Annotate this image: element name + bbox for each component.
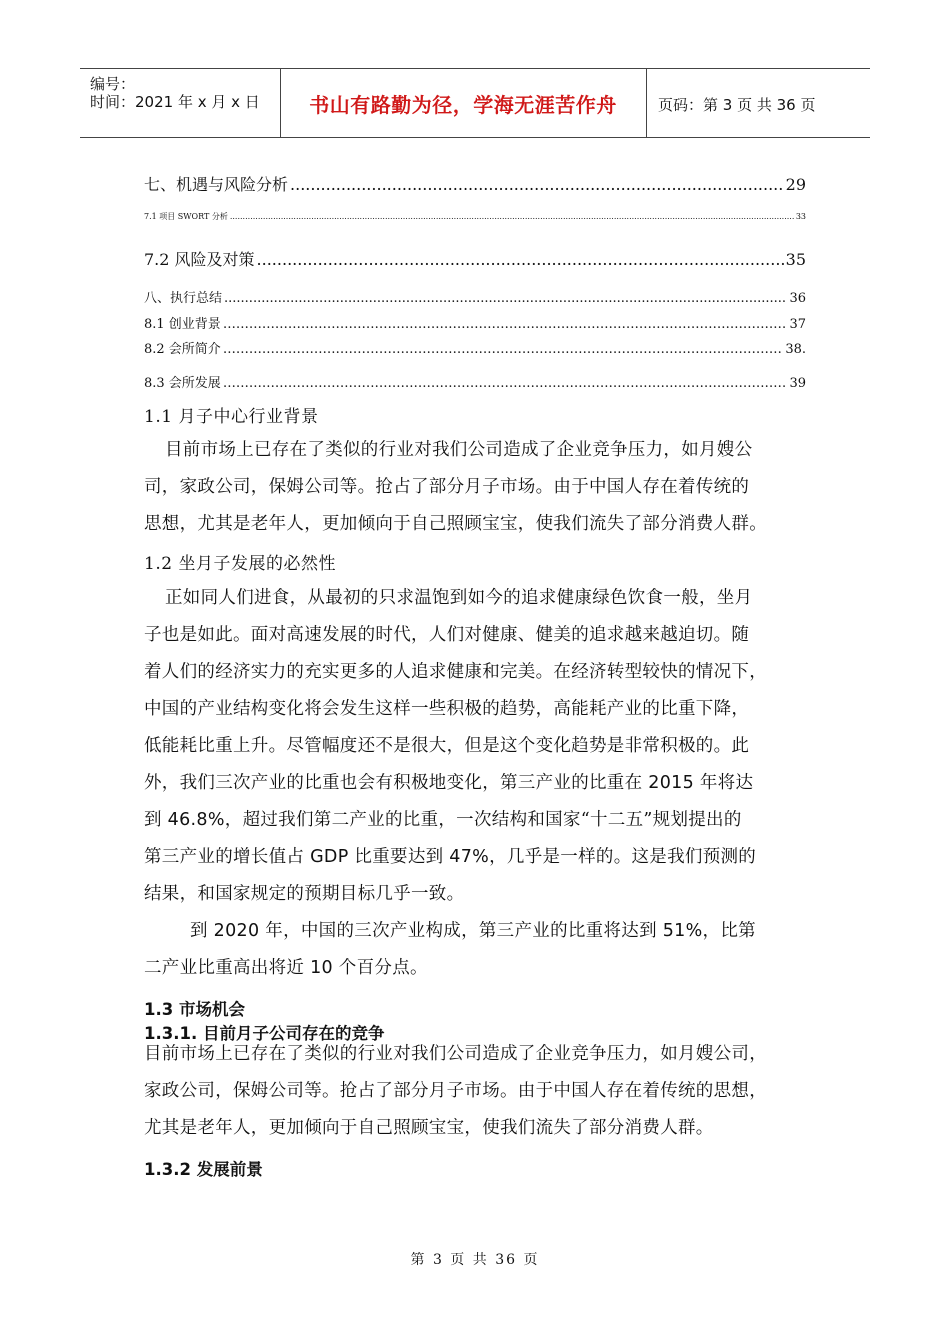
- subsection-heading: 1.3.2 发展前景: [144, 1160, 263, 1179]
- header-motto: 书山有路勤为径，学海无涯苦作舟: [309, 92, 617, 117]
- toc-entry-label: 8.1 创业背景: [144, 317, 221, 332]
- toc-leader: [223, 342, 784, 357]
- paragraph-line: [144, 802, 742, 839]
- paragraph-line: 目前市场上已存在了类似的行业对我们公司造成了企业竞争压力，如月嫂公司，: [144, 1044, 767, 1064]
- header-date-label: 时间：2021 年 x 月 x 日: [90, 93, 260, 111]
- text-run: 年，中国的三次产业构成，第三产业的比重将达到: [259, 921, 663, 941]
- section-heading: 1.3 市场机会: [144, 1000, 245, 1019]
- toc-entry[interactable]: [144, 247, 806, 270]
- text-run: ，几乎是一样的。这是我们预测的: [489, 847, 757, 867]
- text-run: 外，我们三次产业的比重也会有积极地变化，第三产业的比重在: [144, 773, 649, 793]
- toc-entry-page: 38.: [785, 342, 806, 357]
- toc-leader: [257, 250, 784, 269]
- toc-entry-page: 33: [795, 212, 806, 221]
- toc-entry-page: 35: [785, 250, 806, 269]
- page-footer: 第 3 页 共 36 页: [410, 1252, 540, 1268]
- number-run: 51%: [662, 921, 703, 941]
- toc-entry-page: 39: [789, 376, 806, 391]
- paragraph-line: [144, 765, 753, 802]
- paragraph-line: 家政公司，保姆公司等。抢占了部分月子市场。由于中国人存在着传统的思想，: [144, 1081, 767, 1101]
- header-motto-cell: [280, 69, 647, 137]
- header-meta-cell: [80, 69, 281, 137]
- page-header: [80, 68, 870, 138]
- toc-entry[interactable]: [144, 172, 806, 195]
- section-heading: 1.2 坐月子发展的必然性: [144, 554, 336, 574]
- paragraph-line: 子也是如此。面对高速发展的时代，人们对健康、健美的追求越来越迫切。随: [144, 625, 750, 645]
- toc-entry-page: 37: [789, 317, 806, 332]
- toc-entry-label: 8.3 会所发展: [144, 376, 221, 391]
- header-number-label: 编号：: [90, 75, 136, 93]
- number-run: 2015: [648, 773, 695, 793]
- number-run: 47%: [449, 847, 490, 867]
- text-run: 年将达: [694, 773, 754, 793]
- toc-entry[interactable]: [144, 313, 806, 332]
- toc-leader: [224, 291, 787, 306]
- number-run: 10: [310, 958, 333, 978]
- text-run: 比重要达到: [348, 847, 450, 867]
- toc-entry-label: 7.1 项目 SWORT 分析: [144, 212, 228, 221]
- toc-entry-label: 七、机遇与风险分析: [144, 175, 289, 194]
- paragraph-line: 目前市场上已存在了类似的行业对我们公司造成了企业竞争压力，如月嫂公: [165, 440, 753, 460]
- paragraph-line: 正如同人们进食，从最初的只求温饱到如今的追求健康绿色饮食一般，坐月: [165, 588, 753, 608]
- paragraph-line: [190, 913, 756, 950]
- toc-entry-page: 29: [785, 175, 806, 194]
- toc-entry[interactable]: [144, 372, 806, 391]
- paragraph-line: 着人们的经济实力的充实更多的人追求健康和完美。在经济转型较快的情况下，: [144, 662, 767, 682]
- paragraph-line: [144, 950, 428, 987]
- text-run: 到: [144, 810, 168, 830]
- section-heading: 1.1 月子中心行业背景: [144, 407, 319, 427]
- number-run: 46.8%: [167, 810, 225, 830]
- toc-leader: [230, 212, 794, 221]
- text-run: 到: [190, 921, 214, 941]
- paragraph-line: 低能耗比重上升。尽管幅度还不是很大，但是这个变化趋势是非常积极的。此: [144, 736, 750, 756]
- toc-entry-label: 8.2 会所简介: [144, 342, 221, 357]
- toc-entry-page: 36: [789, 291, 806, 306]
- paragraph-line: [144, 839, 756, 876]
- number-run: 2020: [213, 921, 260, 941]
- toc-entry-label: 八、执行总结: [144, 291, 223, 306]
- paragraph-line: 思想，尤其是老年人，更加倾向于自己照顾宝宝，使我们流失了部分消费人群。: [144, 514, 767, 534]
- header-page-info: 页码：第 3 页 共 36 页: [658, 96, 816, 114]
- text-run: 第三产业的增长值占: [144, 847, 311, 867]
- text-run: ，比第: [702, 921, 756, 941]
- abbr-run: GDP: [310, 847, 349, 867]
- text-run: ，超过我们第二产业的比重，一次结构和国家“十二五”规划提出的: [224, 810, 742, 830]
- toc-entry[interactable]: [144, 338, 806, 357]
- text-run: 二产业比重高出将近: [144, 958, 311, 978]
- toc-entry[interactable]: [144, 287, 806, 306]
- toc-entry[interactable]: [144, 211, 806, 222]
- toc-entry-label: 7.2 风险及对策: [144, 250, 255, 269]
- paragraph-line: 结果，和国家规定的预期目标几乎一致。: [144, 884, 465, 904]
- paragraph-line: 中国的产业结构变化将会发生这样一些积极的趋势，高能耗产业的比重下降，: [144, 699, 750, 719]
- paragraph-line: 尤其是老年人，更加倾向于自己照顾宝宝，使我们流失了部分消费人群。: [144, 1118, 714, 1138]
- toc-leader: [223, 317, 788, 332]
- text-run: 个百分点。: [332, 958, 428, 978]
- toc-leader: [290, 175, 784, 194]
- subsection-heading: 1.3.1. 目前月子公司存在的竞争: [144, 1024, 385, 1043]
- paragraph-line: 司，家政公司，保姆公司等。抢占了部分月子市场。由于中国人存在着传统的: [144, 477, 750, 497]
- toc-leader: [223, 376, 788, 391]
